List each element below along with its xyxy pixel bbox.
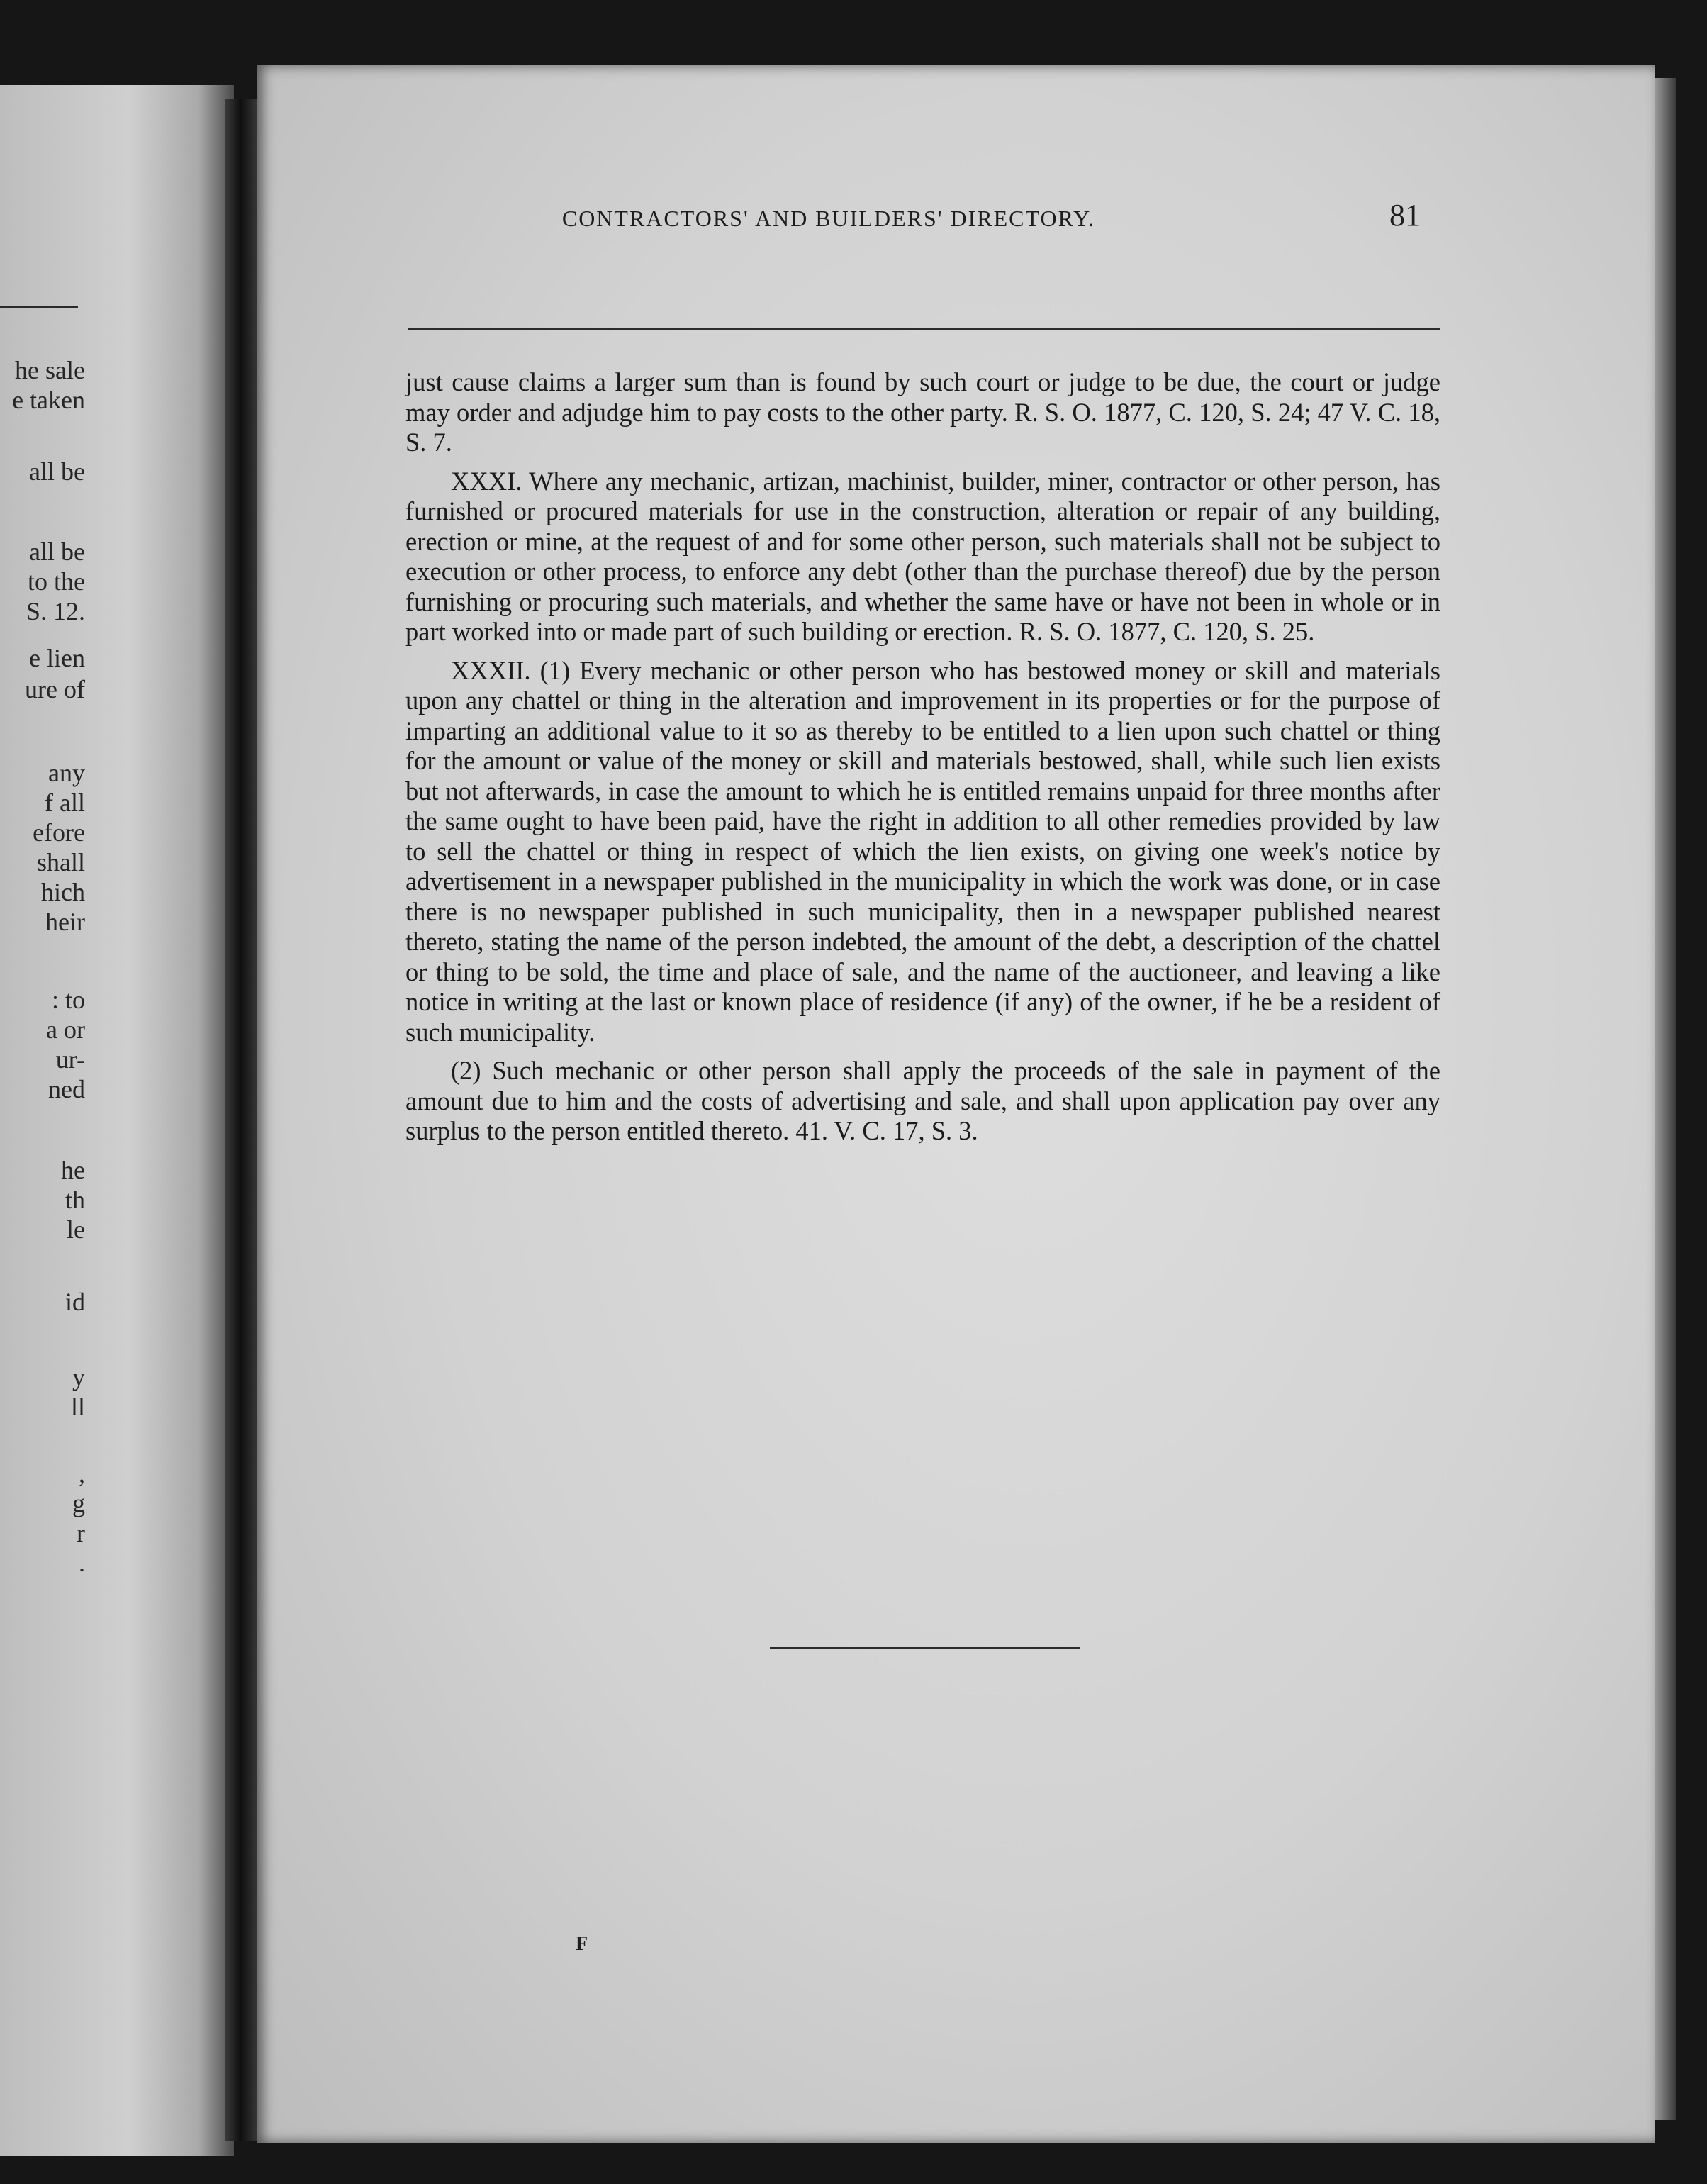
paragraph-section-xxxii-2: (2) Such mechanic or other person shall apply the proceeds of the sale in payment of the amount due to him and the costs of advertising and sale, and shall upon application pay over any surplus to the person entitled thereto. 41. V. C. 17, S. 3. — [405, 1056, 1440, 1145]
previous-page-line: all be — [29, 537, 85, 566]
end-rule — [770, 1647, 1080, 1649]
previous-page-line: th — [65, 1186, 85, 1214]
paragraph-section-xxxi: XXXI. Where any mechanic, artizan, machinist, builder, miner, contractor or other person, has furnished or procured materials for use in the construction, alteration or repair of any building, erection or mine, at the request of and for some other person, such materials shall not be subject to execution or other process, to enforce any debt (other than the purchase thereof) due by the person furnishing or procuring such materials, and whether the same have or have not been in whole or in part worked into or made part of such building or erection. R. S. O. 1877, C. 120, S. 25. — [405, 466, 1440, 646]
header-rule — [408, 328, 1440, 330]
body-text — [405, 367, 1440, 1155]
previous-page-line: id — [65, 1288, 85, 1316]
running-head: CONTRACTORS' AND BUILDERS' DIRECTORY. — [561, 206, 1096, 231]
previous-page-line: r — [77, 1519, 85, 1547]
paragraph-continuation: just cause claims a larger sum than is found by such court or judge to be due, the court or judge may order and adjudge him to pay costs to the other party. R. S. O. 1877, C. 120, S. 24; 47 V. C. 18, S. 7. — [405, 367, 1440, 457]
previous-page-line: f all — [45, 789, 85, 817]
previous-page-line: e taken — [12, 386, 85, 414]
previous-page-line: shall — [37, 848, 85, 876]
book-gutter — [225, 99, 259, 2141]
previous-page-line: ure of — [25, 675, 85, 703]
previous-page-line: S. 12. — [26, 597, 85, 625]
previous-page-line: ur- — [55, 1045, 85, 1074]
previous-page-line: efore — [33, 818, 85, 847]
previous-page-line: ll — [70, 1393, 85, 1421]
page-number: 81 — [1389, 198, 1421, 233]
previous-page-line: : to — [51, 986, 85, 1014]
previous-page-line: le — [67, 1215, 85, 1244]
previous-page-line: . — [79, 1549, 85, 1577]
previous-page-line: hich — [41, 878, 85, 906]
paragraph-section-xxxii-1: XXXII. (1) Every mechanic or other person who has bestowed money or skill and materials upon any chattel or thing in the alteration and improvement in its properties or for the purpose of imparting an additional value to it so as thereby to be entitled to a lien upon such chattel or thing for the amount or value of the money or skill and materials bestowed, shall, while such lien exists but not afterwards, in case the amount to which he is entitled remains unpaid for three months after the same ought to have been paid, have the right in addition to all other remedies provided by law to sell the chattel or thing in respect of which the lien exists, on giving one week's notice by advertisement in a newspaper published in the municipality in which the work was done, or in case there is no newspaper published in such municipality, then in a newspaper published nearest thereto, stating the name of the person indebted, the amount of the debt, a description of the chattel or thing to be sold, the time and place of sale, and the name of the auctioneer, and leaving a like notice in writing at the last or known place of residence (if any) of the owner, if he be a resident of such municipality. — [405, 655, 1440, 1047]
page-edge — [1655, 78, 1676, 2120]
previous-page-rule — [0, 306, 78, 308]
previous-page-line: he — [61, 1156, 85, 1184]
signature-mark: F — [576, 1933, 588, 1955]
previous-page — [0, 85, 234, 2156]
previous-page-line: he sale — [15, 356, 85, 384]
previous-page-line: heir — [45, 908, 85, 936]
previous-page-line: ned — [48, 1075, 85, 1103]
previous-page-line: to the — [28, 567, 85, 596]
previous-page-line: g — [72, 1489, 85, 1517]
previous-page-line: a or — [46, 1015, 85, 1044]
previous-page-line: , — [79, 1459, 85, 1488]
previous-page-line: any — [48, 759, 85, 787]
previous-page-line: all be — [29, 457, 85, 486]
previous-page-line: e lien — [29, 644, 85, 672]
previous-page-line: y — [72, 1363, 85, 1391]
